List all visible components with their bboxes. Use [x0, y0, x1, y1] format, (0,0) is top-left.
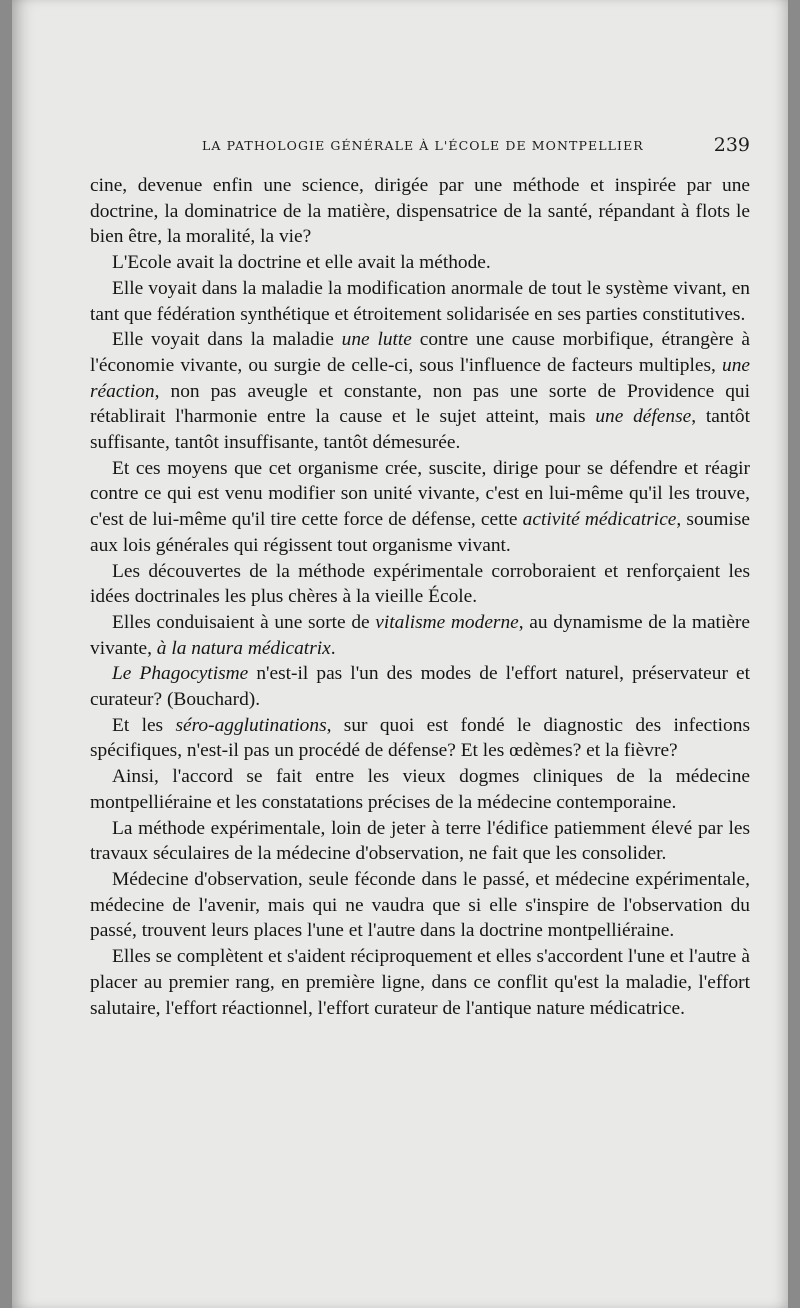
text-run: , soumise aux lois générales qui régissent tout organisme vivant.	[90, 509, 750, 556]
italic-run: Le Phagocytisme	[112, 663, 249, 685]
italic-run: une lutte	[341, 329, 412, 351]
text-run: .	[330, 637, 336, 659]
paragraph	[90, 250, 750, 276]
italic-run: vitalisme moderne	[375, 611, 519, 633]
text-run: cine, devenue enfin une science, dirigée par une méthode et inspirée par une doctrine, la dominatrice de la matière, dispensatrice de la santé, répandant à flots le bien être, la moralité, la vie?	[90, 175, 750, 248]
book-page	[12, 0, 788, 1308]
running-title: LA PATHOLOGIE GÉNÉRALE À L'ÉCOLE DE MONTPELLIER	[202, 138, 644, 153]
text-run: , non pas aveugle et constante, non pas une sorte de Providence qui rétablirait l'harmonie entre la cause et le sujet atteint, mais	[90, 380, 750, 428]
text-run: Et les	[112, 714, 176, 736]
paragraph	[90, 456, 750, 559]
paragraph	[90, 713, 750, 764]
paragraph	[90, 867, 750, 944]
text-run: Médecine d'observation, seule féconde dans le passé, et médecine expérimentale, médecine de l'avenir, mais qui ne vaudra que si elle s'inspire de l'observation du passé, trouvent leurs places l'une et l'autre dans la doctrine montpelliéraine.	[90, 868, 750, 942]
paragraph	[90, 276, 750, 327]
italic-run: une défense	[595, 406, 692, 428]
text-run: Elles se complètent et s'aident réciproquement et elles s'accordent l'une et l'autre à placer au premier rang, en première ligne, dans ce conflit qu'est la maladie, l'effort salutaire, l'effort réactionnel, l'effort curateur de l'antique nature médicatrice.	[90, 946, 750, 1019]
paragraph	[90, 559, 750, 610]
text-run: Ainsi, l'accord se fait entre les vieux dogmes cliniques de la médecine montpelliéraine et les constatations précises de la médecine contemporaine.	[90, 766, 750, 813]
text-run: , tantôt suffisante, tantôt insuffisante, tantôt démesurée.	[90, 406, 751, 454]
italic-run: activité médicatrice	[522, 509, 677, 531]
text-run: , au dynamisme de la matière vivante,	[90, 611, 751, 659]
paragraph	[90, 764, 750, 815]
page-number: 239	[713, 134, 750, 156]
text-run: , sur quoi est fondé le diagnostic des infections spécifiques, n'est-il pas un procédé de défense? Et les œdèmes? et la fièvre?	[90, 714, 750, 762]
text-run: L'Ecole avait la doctrine et elle avait la méthode.	[112, 252, 491, 274]
body-text	[90, 173, 750, 1021]
text-run: Les découvertes de la méthode expérimentale corroboraient et renforçaient les idées doctrinales les plus chères à la vieille École.	[90, 560, 750, 608]
italic-run: à la natura médicatrix	[156, 637, 331, 659]
text-run: La méthode expérimentale, loin de jeter à terre l'édifice patiemment élevé par les travaux séculaires de la médecine d'observation, ne fait que les consolider.	[90, 817, 750, 865]
text-run: Elle voyait dans la maladie la modification anormale de tout le système vivant, en tant que fédération synthétique et étroitement solidarisée en ses parties constitutives.	[90, 277, 750, 325]
paragraph	[90, 816, 750, 867]
italic-run: une réaction	[90, 354, 750, 402]
paragraph	[90, 327, 750, 456]
text-run: Et ces moyens que cet organisme crée, suscite, dirige pour se défendre et réagir contre ce qui est venu modifier son unité vivante, c'est en lui-même qu'il les trouve, c'est de lui-même qu'il tire cette force de défense, cette	[90, 457, 750, 531]
text-run: contre une cause morbifique, étrangère à l'économie vivante, ou surgie de celle-ci, sous l'influence de facteurs multiples,	[90, 329, 751, 376]
paragraph	[90, 610, 750, 661]
italic-run: séro-agglutinations	[175, 714, 327, 736]
paragraph	[90, 173, 750, 250]
paragraph	[90, 944, 750, 1021]
text-run: n'est-il pas l'un des modes de l'effort naturel, préservateur et curateur? (Bouchard).	[90, 663, 750, 711]
text-run: Elle voyait dans la maladie	[112, 329, 342, 351]
paragraph	[90, 661, 750, 712]
text-run: Elles conduisaient à une sorte de	[112, 611, 376, 633]
